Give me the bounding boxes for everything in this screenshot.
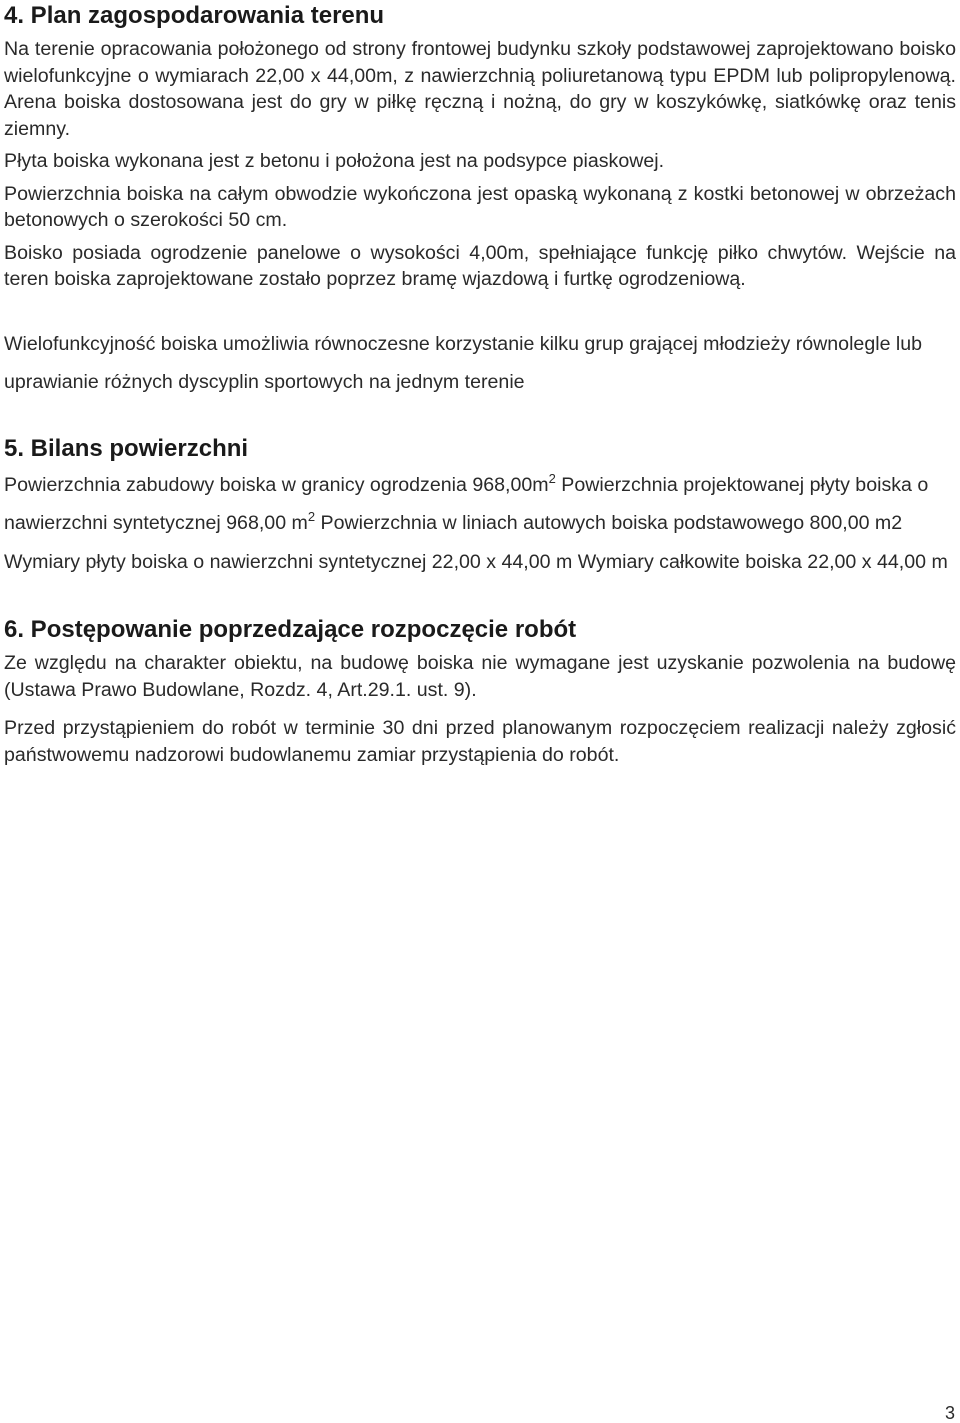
- section-4-paragraph-2: Płyta boiska wykonana jest z betonu i położona jest na podsypce piaskowej.: [4, 150, 665, 172]
- section-4-paragraph-3: Powierzchnia boiska na całym obwodzie wykończona jest opaską wykonaną z kostki betonowej w obrzeżach betonowych o szerokości 50 cm.: [4, 182, 956, 231]
- section-5-text-part-2: Powierzchnia projektowanej płyty boiska o nawierzchni syntetycznej 968,00 m: [4, 473, 929, 534]
- section-5-text-part-3: Powierzchnia w liniach autowych boiska podstawowego 800,00 m2 Wymiary płyty boiska o nawierzchni syntetycznej 22,00 x 44,00 m Wymiary całkowite boiska 22,00 x 44,00 m: [4, 512, 948, 573]
- document-page: [4, 0, 956, 768]
- superscript-2: 2: [548, 470, 556, 486]
- section-6-heading: 6. Postępowanie poprzedzające rozpoczęcie robót: [4, 616, 577, 643]
- section-5-text-part-1: Powierzchnia zabudowy boiska w granicy ogrodzenia 968,00m: [4, 473, 549, 496]
- section-4-paragraph-5: Wielofunkcyjność boiska umożliwia równoczesne korzystanie kilku grup grającej młodzieży równolegle lub uprawianie różnych dyscyplin sportowych na jednym terenie: [4, 332, 923, 393]
- section-4-paragraph-4: Boisko posiada ogrodzenie panelowe o wysokości 4,00m, spełniające funkcję piłko chwytów. Wejście na teren boiska zaprojektowane zostało poprzez bramę wjazdową i furtkę ogrodzeniową.: [4, 241, 956, 290]
- section-5-paragraph: [4, 466, 956, 582]
- section-6-paragraph-2: Przed przystąpieniem do robót w terminie 30 dni przed planowanym rozpoczęciem realizacji należy zgłosić państwowemu nadzorowi budowlanemu zamiar przystąpienia do robót.: [4, 717, 956, 766]
- superscript-2: 2: [307, 509, 316, 524]
- page-number: 3: [944, 1403, 955, 1423]
- section-4-paragraph-1: Na terenie opracowania położonego od strony frontowej budynku szkoły podstawowej zaprojektowano boisko wielofunkcyjne o wymiarach 22,00 x 44,00m, z nawierzchnią poliuretanową typu EPDM lub polipropylenową. Arena boiska dostosowana jest do gry w piłkę ręczną i nożną, do gry w koszykówkę, siatkówkę oraz tenis ziemny.: [4, 38, 956, 140]
- section-5-heading: 5. Bilans powierzchni: [4, 434, 249, 462]
- section-6-paragraph-1: Ze względu na charakter obiektu, na budowę boiska nie wymagane jest uzyskanie pozwolenia na budowę (Ustawa Prawo Budowlane, Rozdz. 4, Art.29.1. ust. 9).: [4, 652, 956, 701]
- section-4-heading: 4. Plan zagospodarowania terenu: [4, 2, 385, 29]
